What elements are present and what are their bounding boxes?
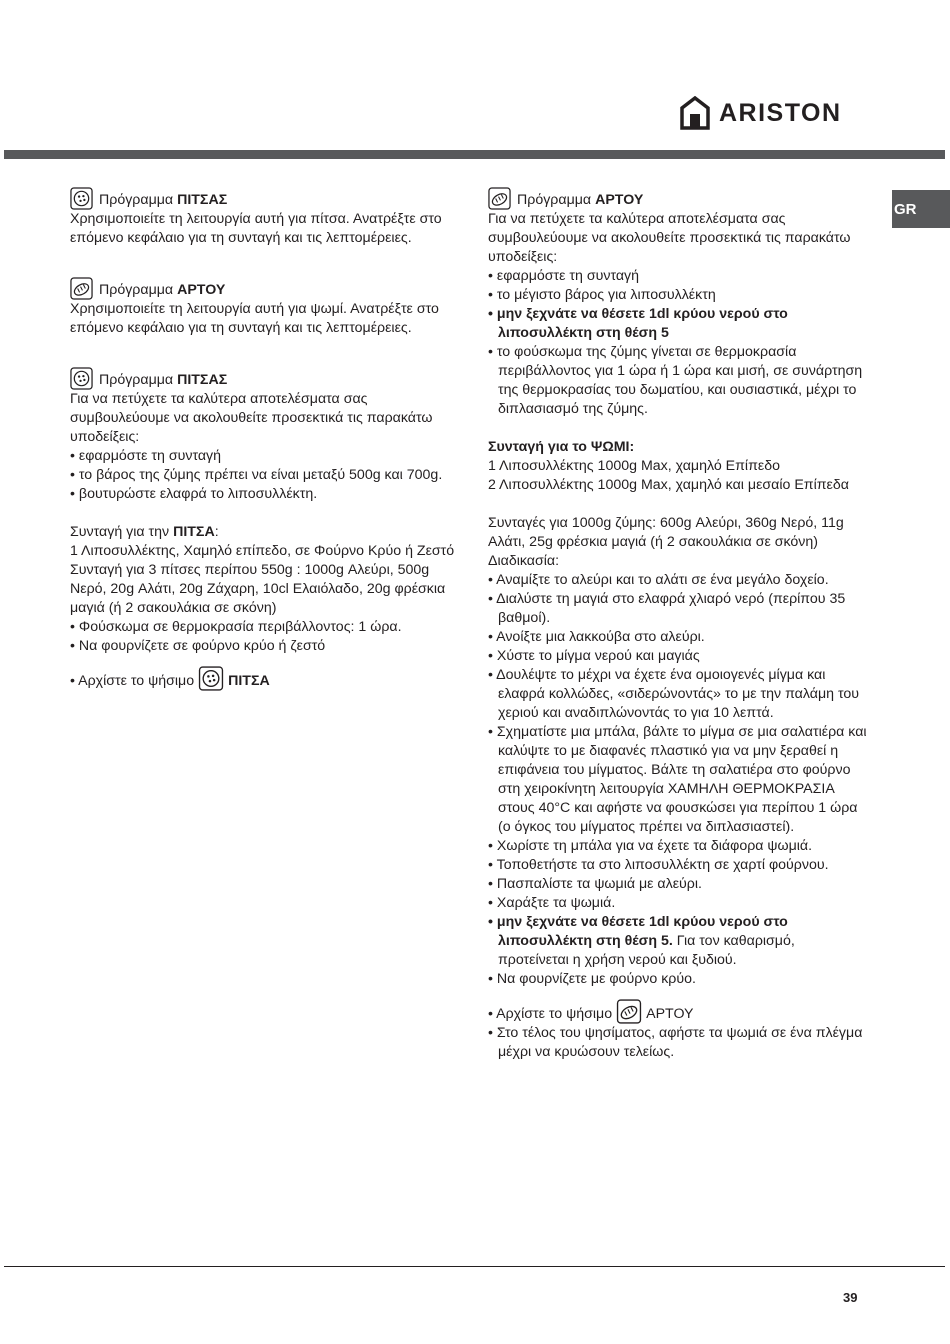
process-step: • Χύστε το μίγμα νερού και μαγιάς [488,648,700,664]
bread-program-heading: Πρόγραμμα ΑΡΤΟΥ [70,277,465,300]
footer-rule [4,1266,945,1267]
process-step: • Πασπαλίστε τα ψωμιά με αλεύρι. [488,876,702,892]
process-warning: • μην ξεχνάτε να θέσετε 1dl κρύου νερού στο λιποσυλλέκτη στη θέση 5. Για τον καθαρισμό, προτείνεται η χρήση νερού και ξυδιού. [488,914,795,968]
right-column [488,187,868,1062]
process-step: • Διαλύστε τη μαγιά στο ελαφρά χλιαρό νερό (περίπου 35 βαθμοί). [488,591,846,626]
bread-ingredients: Συνταγές για 1000g ζύμης: 600g Αλεύρι, 360g Νερό, 11g Αλάτι, 25g φρέσκια μαγιά (ή 2 σακουλάκια σε σκόνη) [488,515,844,550]
header-rule [4,150,945,159]
process-step: • Ανοίξτε μια λακκούβα στο αλεύρι. [488,629,705,645]
pizza-icon [70,187,93,210]
pizza-program-name: ΠΙΤΣΑΣ [177,192,228,208]
pizza-program-heading: Πρόγραμμα ΠΙΤΣΑΣ [70,187,465,210]
pizza-recipe-line: Συνταγή για 3 πίτσες περίπου 550g : 1000g Αλεύρι, 500g Νερό, 20g Αλάτι, 20g Ζάχαρη, 10cl Ελαιόλαδο, 20g φρέσκια μαγιά (ή 2 σακουλάκια σε σκόνη) [70,562,446,616]
process-step: • Δουλέψτε το μέχρι να έχετε ένα ομοιογενές μίγμα και ελαφρά κολλώδες, «σιδερώνοντάς» το με την παλάμη του χεριού και αναδιπλώνοντάς το για 10 λεπτά. [488,667,860,721]
bread-start-instruction: • Αρχίστε το ψήσιμο ΑΡΤΟΥ [488,999,868,1024]
bread-program-description: Χρησιμοποιείτε τη λειτουργία αυτή για ψωμί. Ανατρέξτε στο επόμενο κεφάλαιο για τη συνταγή και τις λεπτομέρειες. [70,301,439,336]
pizza-recipe-line: 1 Λιποσυλλέκτης, Χαμηλό επίπεδο, σε Φούρνο Κρύο ή Ζεστό [70,543,455,559]
process-title: Διαδικασία: [488,553,560,569]
process-step: • Αναμίξτε το αλεύρι και το αλάτι σε ένα μεγάλο δοχείο. [488,572,829,588]
language-tab: GR [892,190,950,228]
ariston-logo [680,96,842,130]
pizza-icon [198,666,224,691]
pizza-recipe-step: • Να φουρνίζετε σε φούρνο κρύο ή ζεστό [70,638,326,654]
pizza-program-description: Χρησιμοποιείτε τη λειτουργία αυτή για πίτσα. Ανατρέξτε στο επόμενο κεφάλαιο για τη συνταγή και τις λεπτομέρειες. [70,211,442,246]
left-column [70,187,465,691]
page-number: 39 [843,1290,858,1305]
bread-recipe-title: Συνταγή για το ΨΩΜΙ: [488,439,635,455]
process-step: • Να φουρνίζετε με φούρνο κρύο. [488,971,696,987]
bread-tip: • εφαρμόστε τη συνταγή [488,268,640,284]
bread-end-note: • Στο τέλος του ψησίματος, αφήστε τα ψωμιά σε ένα πλέγμα μέχρι να κρυώσουν τελείως. [488,1025,863,1060]
pizza-tip: • το βάρος της ζύμης πρέπει να είναι μεταξύ 500g και 700g. [70,467,443,483]
process-step: • Σχηματίστε μια μπάλα, βάλτε το μίγμα σε μια σαλατιέρα και καλύψτε το με διαφανές πλαστικό για να μην ξεραθεί η επιφάνεια του μίγματος. Βάλτε τη σαλατιέρα στο φούρνο στη χειροκίνητη λειτουργία ΧΑΜΗΛΗ ΘΕΡΜΟΚΡΑΣΙΑ στους 40°C και αφήστε να φουσκώσει για περίπου 1 ώρα (ο όγκος του μίγματος πρέπει να διπλασιαστεί). [488,724,867,835]
bread-tips-heading: Πρόγραμμα ΑΡΤΟΥ [488,187,868,210]
pizza-recipe-step: • Φούσκωμα σε θερμοκρασία περιβάλλοντος: 1 ώρα. [70,619,402,635]
bread-icon [616,999,642,1024]
pizza-tips-heading: Πρόγραμμα ΠΙΤΣΑΣ [70,367,465,390]
pizza-tip: • εφαρμόστε τη συνταγή [70,448,222,464]
bread-tips-name: ΑΡΤΟΥ [595,192,644,208]
pizza-tips-name: ΠΙΤΣΑΣ [177,372,228,388]
bread-recipe-line: 2 Λιποσυλλέκτης 1000g Max, χαμηλό και μεσαίο Επίπεδα [488,477,849,493]
bread-recipe-line: 1 Λιποσυλλέκτης 1000g Max, χαμηλό Επίπεδο [488,458,780,474]
bread-icon [488,187,511,210]
process-step: • Χωρίστε τη μπάλα για να έχετε τα διάφορα ψωμιά. [488,838,813,854]
house-logo-icon [680,96,710,130]
pizza-icon [70,367,93,390]
bread-icon [70,277,93,300]
pizza-recipe-title: Συνταγή για την ΠΙΤΣΑ: [70,524,219,540]
process-step: • Χαράξτε τα ψωμιά. [488,895,616,911]
bread-program-name: ΑΡΤΟΥ [177,282,226,298]
bread-tips-intro: Για να πετύχετε τα καλύτερα αποτελέσματα σας συμβουλεύουμε να ακολουθείτε προσεκτικά τις παρακάτω υποδείξεις: [488,211,851,265]
brand-name: ARISTON [719,98,842,127]
pizza-tip: • βουτυρώστε ελαφρά το λιποσυλλέκτη. [70,486,318,502]
process-step: • Τοποθετήστε τα στο λιποσυλλέκτη σε χαρτί φούρνου. [488,857,829,873]
bread-tip: • το φούσκωμα της ζύμης γίνεται σε θερμοκρασία περιβάλλοντος για 1 ώρα ή 1 ώρα και μισή, σε συνάρτηση της θερμοκρασίας του δωματίου, και ουσιαστικά, μέχρι το διπλασιασμό της ζύμης. [488,344,863,417]
pizza-tips-intro: Για να πετύχετε τα καλύτερα αποτελέσματα σας συμβουλεύουμε να ακολουθείτε προσεκτικά τις παρακάτω υποδείξεις: [70,391,433,445]
bread-tip-warning: • μην ξεχνάτε να θέσετε 1dl κρύου νερού στο λιποσυλλέκτη στη θέση 5 [488,306,788,341]
pizza-start-instruction: • Αρχίστε το ψήσιμο ΠΙΤΣΑ [70,666,465,691]
bread-tip: • το μέγιστο βάρος για λιποσυλλέκτη [488,287,716,303]
